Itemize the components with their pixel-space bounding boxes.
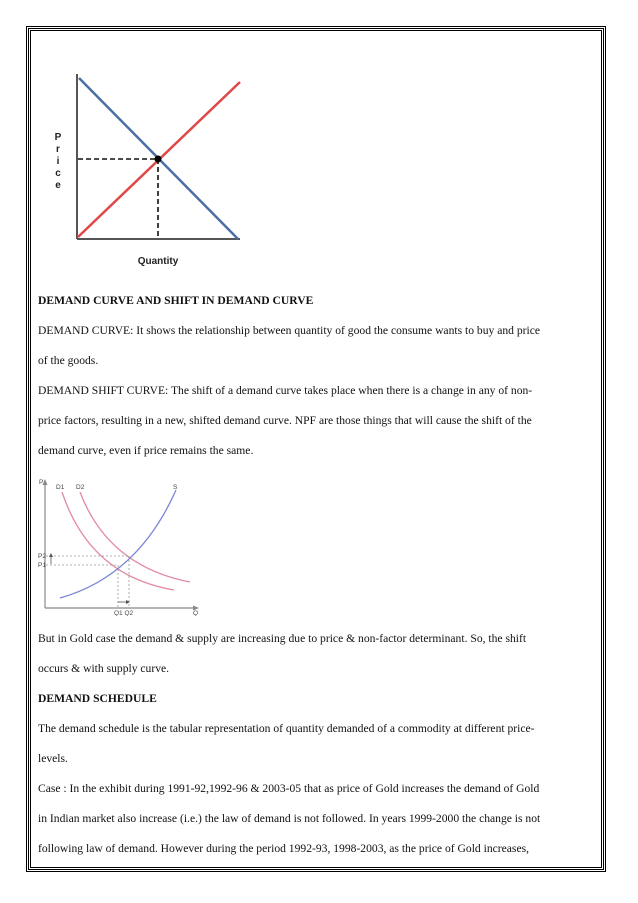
y-label-letter: r xyxy=(56,144,60,155)
y-label-letter: i xyxy=(56,156,60,167)
para-demand-schedule-line: levels. xyxy=(38,752,68,765)
heading-demand-schedule: DEMAND SCHEDULE xyxy=(38,692,157,705)
price-rise-arrowhead xyxy=(49,553,53,557)
p2-label: P2 xyxy=(38,553,46,560)
equilibrium-point xyxy=(155,156,162,163)
y-label-letter: P xyxy=(54,132,62,143)
q-axis-label: Q xyxy=(193,610,199,616)
para-case-line: Case : In the exhibit during 1991-92,1992-96 & 2003-05 that as price of Gold increases the demand of Gold xyxy=(38,782,540,795)
p-axis-label: P xyxy=(39,479,44,486)
para-demand-shift-line: price factors, resulting in a new, shifted demand curve. NPF are those things that will cause the shift of the xyxy=(38,414,532,427)
demand-curve-d2 xyxy=(80,492,190,582)
s-label: S xyxy=(173,484,178,491)
para-demand-schedule-line: The demand schedule is the tabular representation of quantity demanded of a commodity at different price- xyxy=(38,722,535,735)
para-case-line: in Indian market also increase (i.e.) the law of demand is not followed. In years 1999-2000 the change is not xyxy=(38,812,541,825)
y-label-letter: e xyxy=(55,180,61,191)
para-case-line: following law of demand. However during the period 1992-93, 1998-2003, as the price of Gold increases, xyxy=(38,842,529,855)
para-gold-case-line: occurs & with supply curve. xyxy=(38,662,170,675)
heading-demand-curve: DEMAND CURVE AND SHIFT IN DEMAND CURVE xyxy=(38,294,314,307)
para-demand-curve-line: DEMAND CURVE: It shows the relationship between quantity of good the consume wants to buy and price xyxy=(38,324,541,337)
d1-label: D1 xyxy=(56,484,65,491)
para-demand-shift-line: DEMAND SHIFT CURVE: The shift of a demand curve takes place when there is a change in any of non- xyxy=(38,384,533,397)
p1-label: P1 xyxy=(38,562,46,569)
para-gold-case-line: But in Gold case the demand & supply are increasing due to price & non-factor determinant. So, the shift xyxy=(38,632,527,645)
demand-shift-figure xyxy=(38,478,206,616)
para-demand-shift-line: demand curve, even if price remains the same. xyxy=(38,444,254,457)
x-axis-label: Quantity xyxy=(137,256,179,267)
supply-demand-figure xyxy=(48,74,248,272)
q1-q2-label: Q1 Q2 xyxy=(114,610,134,616)
demand-curve-d1 xyxy=(62,492,174,590)
d2-label: D2 xyxy=(76,484,85,491)
para-demand-curve-line: of the goods. xyxy=(38,354,99,367)
y-label-letter: c xyxy=(55,168,61,179)
